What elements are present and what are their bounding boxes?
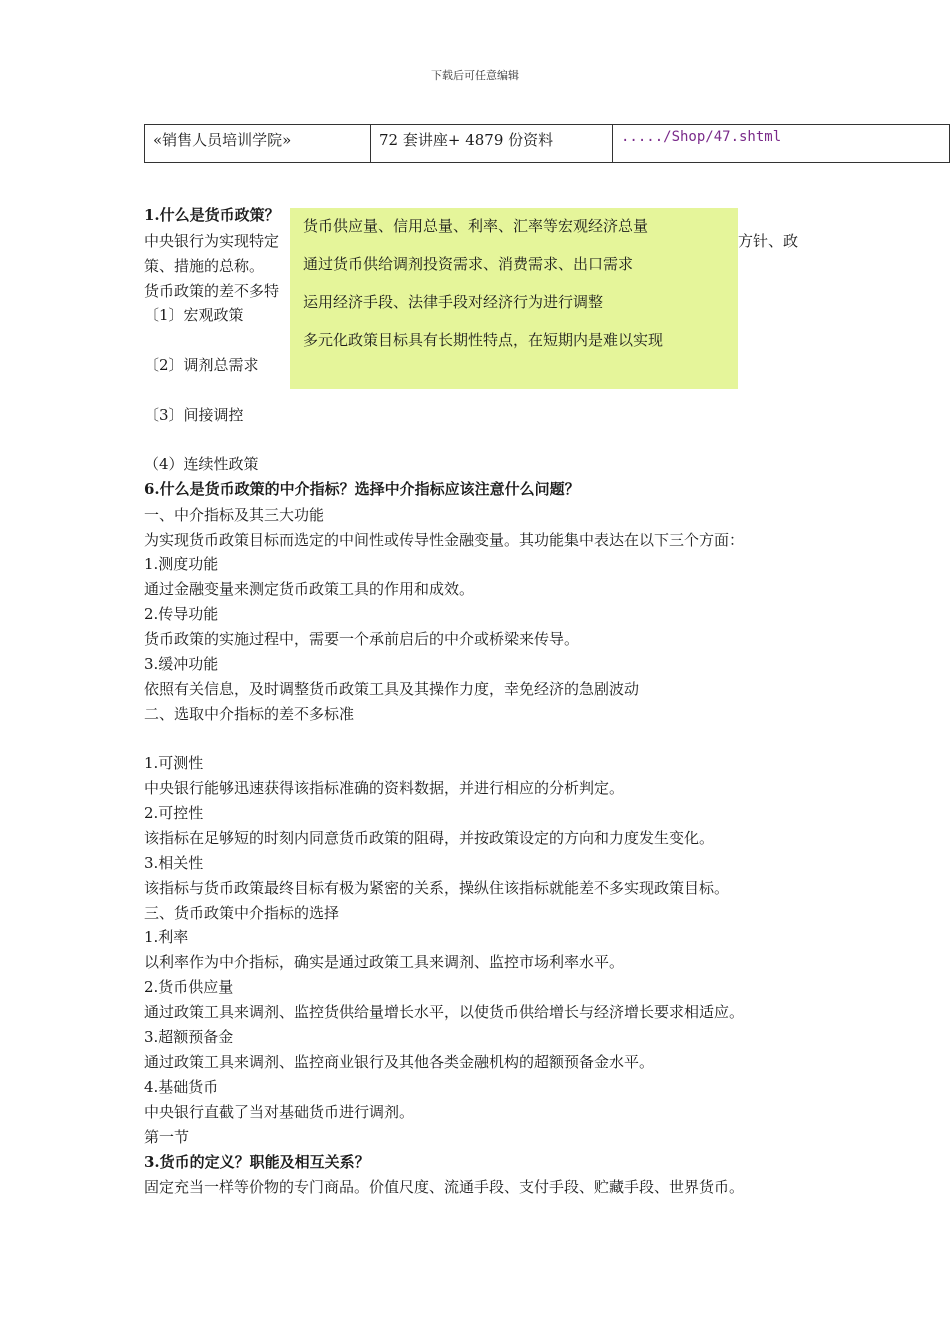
paragraph-line: 该指标与货币政策最终目标有极为紧密的关系，操纵住该指标就能差不多实现政策目标。 (144, 879, 730, 897)
list-item: 4.基础货币 (144, 1078, 219, 1096)
list-item: 1.测度功能 (144, 555, 219, 573)
paragraph-line: 中央银行能够迅速获得该指标准确的资料数据，并进行相应的分析判定。 (144, 779, 625, 797)
heading-q1: 1.什么是货币政策？ (144, 206, 280, 224)
list-item: 2.传导功能 (144, 605, 219, 623)
list-item: 3.超额预备金 (144, 1028, 234, 1046)
list-item: 2.货币供应量 (144, 978, 234, 996)
paragraph-line: 该指标在足够短的时刻内同意货币政策的阻碍，并按政策设定的方向和力度发生变化。 (144, 829, 715, 847)
list-item: 〔3〕间接调控 (144, 406, 244, 424)
info-table (144, 124, 950, 163)
paragraph-line: 为实现货币政策目标而选定的中间性或传导性金融变量。其功能集中表达在以下三个方面： (144, 531, 745, 549)
paragraph-line: 以利率作为中介指标，确实是通过政策工具来调剂、监控市场利率水平。 (144, 953, 625, 971)
section-heading: 一、中介指标及其三大功能 (144, 506, 325, 524)
table-cell-count: 72 套讲座+ 4879 份资料 (371, 125, 613, 163)
table-cell-title: «销售人员培训学院» (145, 125, 371, 163)
popup-line: 运用经济手段、法律手段对经济行为进行调整 (303, 293, 604, 311)
list-item: （4）连续性政策 (144, 455, 259, 473)
list-item: 3.缓冲功能 (144, 655, 219, 673)
paragraph-line: 货币政策的实施过程中，需要一个承前启后的中介或桥梁来传导。 (144, 630, 580, 648)
heading-q6: 6.什么是货币政策的中介指标？选择中介指标应该注意什么问题？ (144, 480, 580, 498)
list-item: 1.可测性 (144, 754, 204, 772)
paragraph-line: 中央银行为实现特定 (144, 232, 280, 250)
popup-line: 通过货币供给调剂投资需求、消费需求、出口需求 (303, 255, 634, 273)
heading-q3: 3.货币的定义？职能及相互关系？ (144, 1153, 370, 1171)
popup-line: 多元化政策目标具有长期性特点，在短期内是难以实现 (303, 331, 664, 349)
list-item: 3.相关性 (144, 854, 204, 872)
section-heading: 第一节 (144, 1128, 190, 1146)
annotation-popup (290, 208, 738, 389)
list-item: 〔1〕宏观政策 (144, 306, 244, 324)
paragraph-line: 固定充当一样等价物的专门商品。价值尺度、流通手段、支付手段、贮藏手段、世界货币。 (144, 1178, 745, 1196)
paragraph-line: 策、措施的总称。 (144, 257, 265, 275)
paragraph-line: 中央银行直截了当对基础货币进行调剂。 (144, 1103, 415, 1121)
popup-line: 货币供应量、信用总量、利率、汇率等宏观经济总量 (303, 217, 649, 235)
paragraph-line: 通过政策工具来调剂、监控货供给量增长水平，以使货币供给增长与经济增长要求相适应。 (144, 1003, 745, 1021)
list-item: 1.利率 (144, 928, 189, 946)
paragraph-line: 货币政策的差不多特 (144, 282, 280, 300)
list-item: 2.可控性 (144, 804, 204, 822)
page-header: 下载后可任意编辑 (431, 69, 519, 82)
table-row (145, 125, 950, 163)
paragraph-line: 方针、政 (738, 232, 799, 250)
paragraph-line: 通过金融变量来测定货币政策工具的作用和成效。 (144, 580, 475, 598)
list-item: 〔2〕调剂总需求 (144, 356, 259, 374)
paragraph-line: 通过政策工具来调剂、监控商业银行及其他各类金融机构的超额预备金水平。 (144, 1053, 655, 1071)
shop-link[interactable]: ...../Shop/47.shtml (613, 125, 950, 163)
section-heading: 三、货币政策中介指标的选择 (144, 904, 340, 922)
paragraph-line: 依照有关信息，及时调整货币政策工具及其操作力度，幸免经济的急剧波动 (144, 680, 640, 698)
section-heading: 二、选取中介指标的差不多标准 (144, 705, 355, 723)
